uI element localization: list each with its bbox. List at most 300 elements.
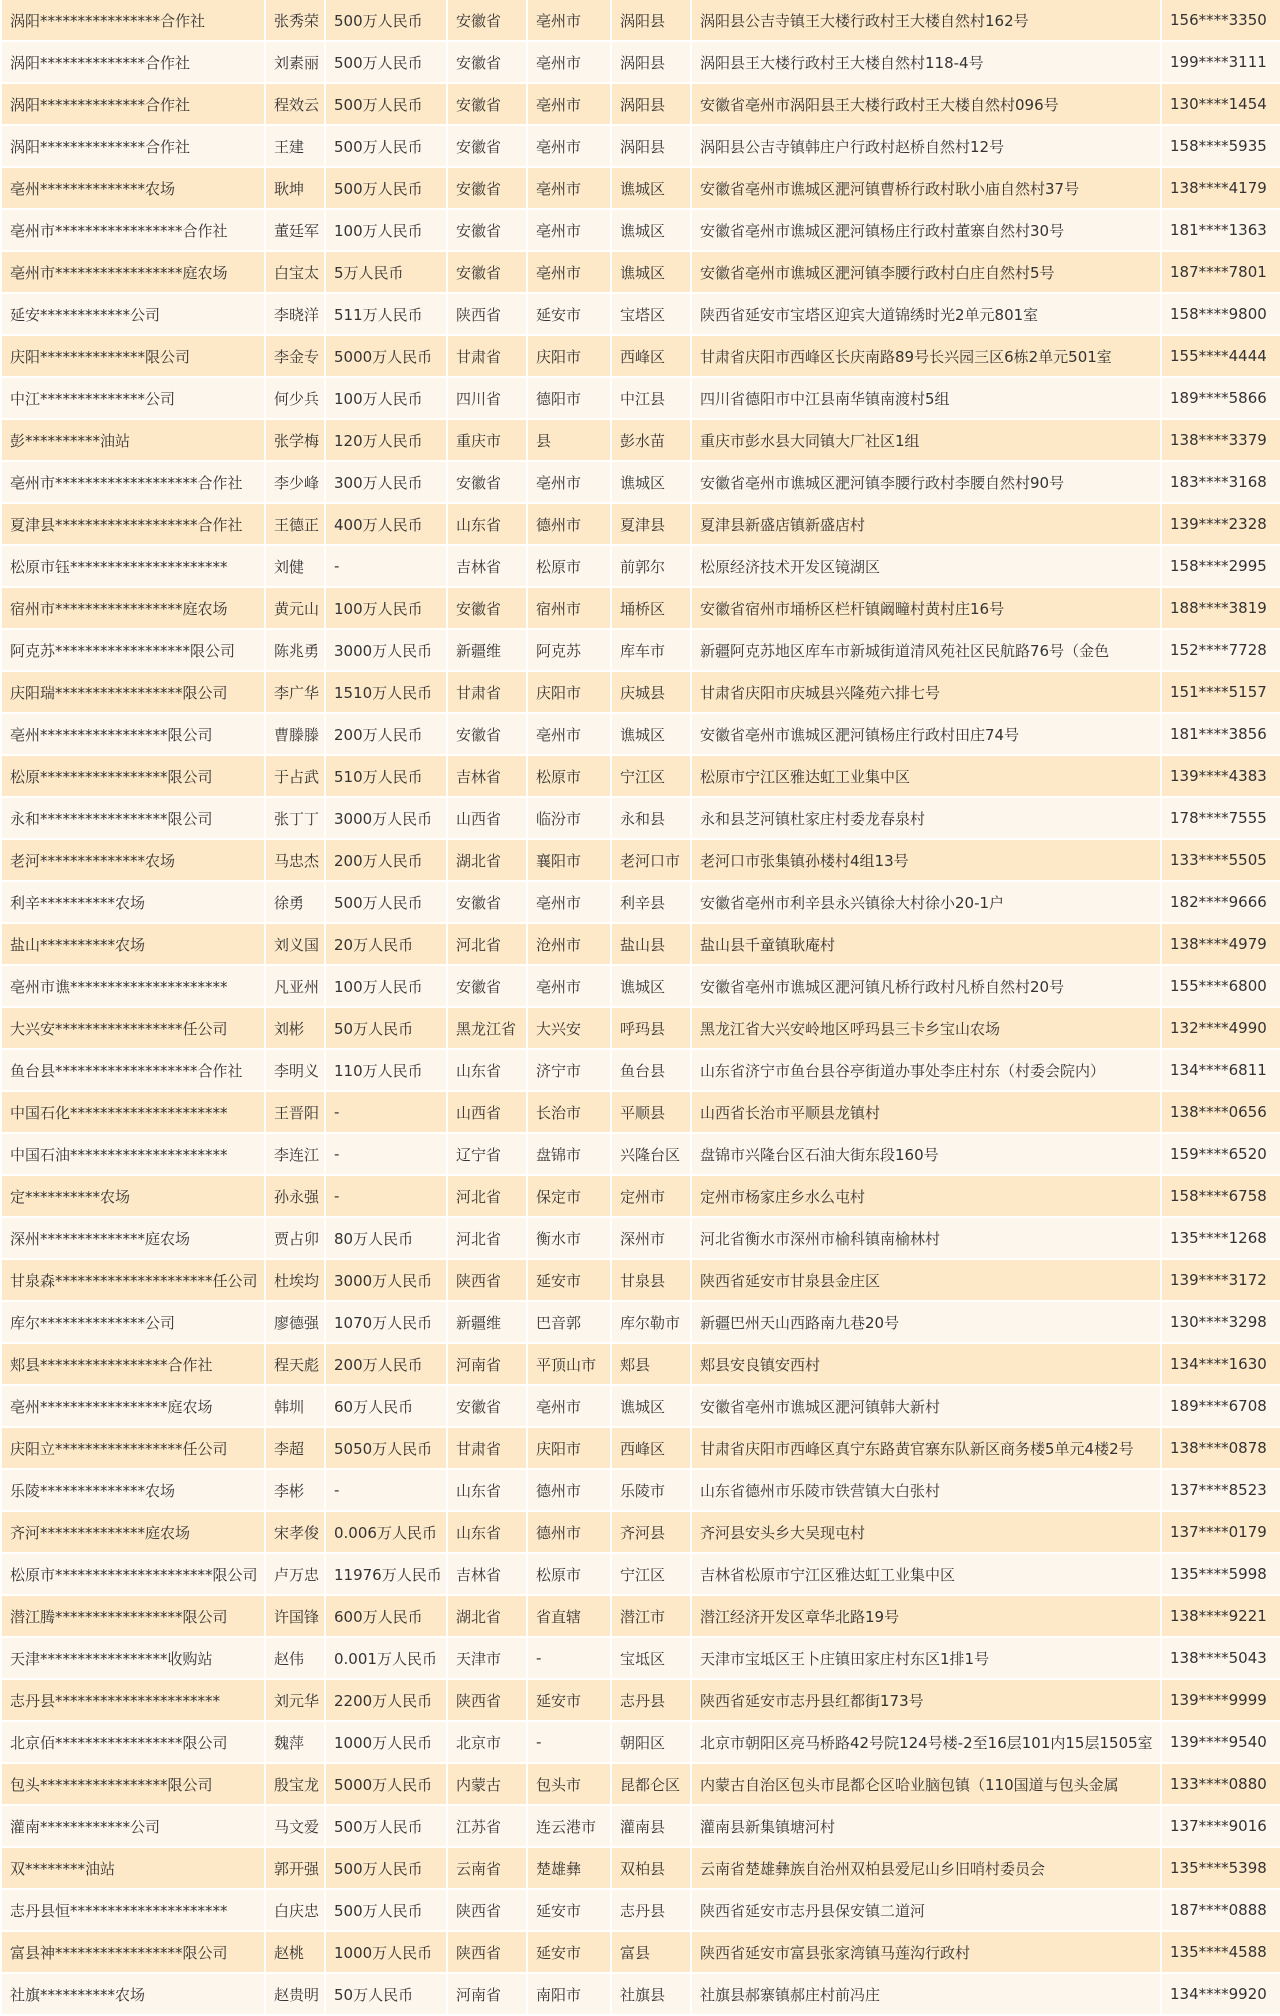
legal-rep-cell: 曹滕滕 <box>266 714 324 756</box>
phone-cell: 155****6800 <box>1162 966 1280 1008</box>
table-row <box>2 1554 1280 1596</box>
address-cell: 新疆巴州天山西路南九巷20号 <box>692 1302 1160 1344</box>
province-cell: 河北省 <box>448 1176 526 1218</box>
phone-cell: 135****4588 <box>1162 1932 1280 1974</box>
city-cell: 松原市 <box>528 1554 610 1596</box>
district-cell: 涡阳县 <box>612 126 690 168</box>
district-cell: 涡阳县 <box>612 42 690 84</box>
city-cell: 临汾市 <box>528 798 610 840</box>
city-cell: 亳州市 <box>528 966 610 1008</box>
company-name-cell: 永和*****************限公司 <box>2 798 264 840</box>
capital-cell: 400万人民币 <box>326 504 446 546</box>
company-name-cell: 双********油站 <box>2 1848 264 1890</box>
table-row <box>2 882 1280 924</box>
legal-rep-cell: 王德正 <box>266 504 324 546</box>
table-row <box>2 168 1280 210</box>
table-row <box>2 1260 1280 1302</box>
legal-rep-cell: 张丁丁 <box>266 798 324 840</box>
legal-rep-cell: 李广华 <box>266 672 324 714</box>
table-row <box>2 252 1280 294</box>
company-name-cell: 涡阳**************合作社 <box>2 84 264 126</box>
company-name-cell: 盐山**********农场 <box>2 924 264 966</box>
province-cell: 安徽省 <box>448 168 526 210</box>
city-cell: 亳州市 <box>528 210 610 252</box>
province-cell: 安徽省 <box>448 1386 526 1428</box>
address-cell: 四川省德阳市中江县南华镇南渡村5组 <box>692 378 1160 420</box>
capital-cell: - <box>326 1176 446 1218</box>
company-name-cell: 涡阳**************合作社 <box>2 126 264 168</box>
capital-cell: 5000万人民币 <box>326 336 446 378</box>
address-cell: 老河口市张集镇孙楼村4组13号 <box>692 840 1160 882</box>
address-cell: 松原经济技术开发区镜湖区 <box>692 546 1160 588</box>
phone-cell: 187****0888 <box>1162 1890 1280 1932</box>
district-cell: 双柏县 <box>612 1848 690 1890</box>
legal-rep-cell: 白宝太 <box>266 252 324 294</box>
company-name-cell: 阿克苏******************限公司 <box>2 630 264 672</box>
capital-cell: 3000万人民币 <box>326 630 446 672</box>
province-cell: 山东省 <box>448 1512 526 1554</box>
table-row <box>2 546 1280 588</box>
capital-cell: 200万人民币 <box>326 1344 446 1386</box>
phone-cell: 159****6520 <box>1162 1134 1280 1176</box>
legal-rep-cell: 赵桃 <box>266 1932 324 1974</box>
capital-cell: 100万人民币 <box>326 588 446 630</box>
address-cell: 新疆阿克苏地区库车市新城街道清风苑社区民航路76号（金色 <box>692 630 1160 672</box>
city-cell: 德州市 <box>528 1470 610 1512</box>
address-cell: 甘肃省庆阳市庆城县兴隆苑六排七号 <box>692 672 1160 714</box>
district-cell: 库尔勒市 <box>612 1302 690 1344</box>
address-cell: 河北省衡水市深州市榆科镇南榆林村 <box>692 1218 1160 1260</box>
city-cell: 亳州市 <box>528 882 610 924</box>
province-cell: 甘肃省 <box>448 336 526 378</box>
company-name-cell: 亳州市*****************庭农场 <box>2 252 264 294</box>
legal-rep-cell: 徐勇 <box>266 882 324 924</box>
province-cell: 河南省 <box>448 1974 526 2016</box>
company-name-cell: 延安************公司 <box>2 294 264 336</box>
table-row <box>2 1974 1280 2016</box>
district-cell: 谯城区 <box>612 168 690 210</box>
phone-cell: 135****5398 <box>1162 1848 1280 1890</box>
district-cell: 西峰区 <box>612 336 690 378</box>
table-row <box>2 462 1280 504</box>
phone-cell: 133****5505 <box>1162 840 1280 882</box>
province-cell: 湖北省 <box>448 840 526 882</box>
district-cell: 盐山县 <box>612 924 690 966</box>
table-row <box>2 588 1280 630</box>
company-name-cell: 中国石油********************* <box>2 1134 264 1176</box>
legal-rep-cell: 马忠杰 <box>266 840 324 882</box>
province-cell: 辽宁省 <box>448 1134 526 1176</box>
company-name-cell: 灌南************公司 <box>2 1806 264 1848</box>
capital-cell: 500万人民币 <box>326 1848 446 1890</box>
capital-cell: 80万人民币 <box>326 1218 446 1260</box>
province-cell: 山西省 <box>448 1092 526 1134</box>
capital-cell: 5000万人民币 <box>326 1764 446 1806</box>
province-cell: 安徽省 <box>448 210 526 252</box>
company-name-cell: 老河**************农场 <box>2 840 264 882</box>
district-cell: 谯城区 <box>612 1386 690 1428</box>
district-cell: 涡阳县 <box>612 84 690 126</box>
province-cell: 安徽省 <box>448 714 526 756</box>
phone-cell: 138****4179 <box>1162 168 1280 210</box>
table-row <box>2 672 1280 714</box>
company-name-cell: 深州**************庭农场 <box>2 1218 264 1260</box>
city-cell: 亳州市 <box>528 42 610 84</box>
phone-cell: 130****1454 <box>1162 84 1280 126</box>
province-cell: 黑龙江省 <box>448 1008 526 1050</box>
phone-cell: 188****3819 <box>1162 588 1280 630</box>
table-row <box>2 0 1280 42</box>
table-row <box>2 756 1280 798</box>
phone-cell: 138****0878 <box>1162 1428 1280 1470</box>
legal-rep-cell: 张学梅 <box>266 420 324 462</box>
table-row <box>2 840 1280 882</box>
city-cell: 巴音郭 <box>528 1302 610 1344</box>
city-cell: 亳州市 <box>528 252 610 294</box>
district-cell: 郏县 <box>612 1344 690 1386</box>
company-name-cell: 利辛**********农场 <box>2 882 264 924</box>
phone-cell: 139****2328 <box>1162 504 1280 546</box>
province-cell: 山西省 <box>448 798 526 840</box>
province-cell: 天津市 <box>448 1638 526 1680</box>
city-cell: 德阳市 <box>528 378 610 420</box>
phone-cell: 134****9920 <box>1162 1974 1280 2016</box>
city-cell: 襄阳市 <box>528 840 610 882</box>
company-name-cell: 彭**********油站 <box>2 420 264 462</box>
province-cell: 陕西省 <box>448 1680 526 1722</box>
legal-rep-cell: 卢万忠 <box>266 1554 324 1596</box>
company-name-cell: 郏县*****************合作社 <box>2 1344 264 1386</box>
table-row <box>2 1932 1280 1974</box>
address-cell: 安徽省亳州市谯城区淝河镇杨庄行政村田庄74号 <box>692 714 1160 756</box>
phone-cell: 151****5157 <box>1162 672 1280 714</box>
phone-cell: 158****9800 <box>1162 294 1280 336</box>
district-cell: 谯城区 <box>612 462 690 504</box>
district-cell: 西峰区 <box>612 1428 690 1470</box>
company-name-cell: 松原市钰********************* <box>2 546 264 588</box>
phone-cell: 134****6811 <box>1162 1050 1280 1092</box>
district-cell: 谯城区 <box>612 966 690 1008</box>
capital-cell: 510万人民币 <box>326 756 446 798</box>
district-cell: 前郭尔 <box>612 546 690 588</box>
district-cell: 谯城区 <box>612 252 690 294</box>
company-name-cell: 夏津县*******************合作社 <box>2 504 264 546</box>
city-cell: 亳州市 <box>528 1386 610 1428</box>
table-row <box>2 336 1280 378</box>
district-cell: 齐河县 <box>612 1512 690 1554</box>
district-cell: 宝塔区 <box>612 294 690 336</box>
company-name-cell: 北京佰*****************限公司 <box>2 1722 264 1764</box>
province-cell: 河北省 <box>448 1218 526 1260</box>
legal-rep-cell: 程天彪 <box>266 1344 324 1386</box>
company-name-cell: 志丹县********************** <box>2 1680 264 1722</box>
address-cell: 天津市宝坻区王卜庄镇田家庄村东区1排1号 <box>692 1638 1160 1680</box>
company-name-cell: 亳州*****************庭农场 <box>2 1386 264 1428</box>
address-cell: 安徽省亳州市谯城区淝河镇曹桥行政村耿小庙自然村37号 <box>692 168 1160 210</box>
province-cell: 四川省 <box>448 378 526 420</box>
table-row <box>2 1218 1280 1260</box>
city-cell: 亳州市 <box>528 462 610 504</box>
table-row <box>2 1806 1280 1848</box>
phone-cell: 183****3168 <box>1162 462 1280 504</box>
capital-cell: - <box>326 1092 446 1134</box>
legal-rep-cell: 殷宝龙 <box>266 1764 324 1806</box>
capital-cell: 2200万人民币 <box>326 1680 446 1722</box>
address-cell: 松原市宁江区雅达虹工业集中区 <box>692 756 1160 798</box>
phone-cell: 189****6708 <box>1162 1386 1280 1428</box>
city-cell: 长治市 <box>528 1092 610 1134</box>
address-cell: 重庆市彭水县大同镇大厂社区1组 <box>692 420 1160 462</box>
phone-cell: 135****5998 <box>1162 1554 1280 1596</box>
address-cell: 甘肃省庆阳市西峰区真宁东路黄官寨东队新区商务楼5单元4楼2号 <box>692 1428 1160 1470</box>
table-row <box>2 378 1280 420</box>
city-cell: 庆阳市 <box>528 1428 610 1470</box>
district-cell: 乐陵市 <box>612 1470 690 1512</box>
address-cell: 灌南县新集镇塘河村 <box>692 1806 1160 1848</box>
capital-cell: 5050万人民币 <box>326 1428 446 1470</box>
phone-cell: 156****3350 <box>1162 0 1280 42</box>
district-cell: 彭水苗 <box>612 420 690 462</box>
legal-rep-cell: 刘义国 <box>266 924 324 966</box>
phone-cell: 138****9221 <box>1162 1596 1280 1638</box>
company-name-cell: 定**********农场 <box>2 1176 264 1218</box>
district-cell: 涡阳县 <box>612 0 690 42</box>
address-cell: 永和县芝河镇杜家庄村委龙春泉村 <box>692 798 1160 840</box>
table-row <box>2 420 1280 462</box>
capital-cell: 500万人民币 <box>326 1806 446 1848</box>
address-cell: 北京市朝阳区亮马桥路42号院124号楼-2至16层101内15层1505室 <box>692 1722 1160 1764</box>
capital-cell: 120万人民币 <box>326 420 446 462</box>
city-cell: 平顶山市 <box>528 1344 610 1386</box>
capital-cell: 5万人民币 <box>326 252 446 294</box>
company-name-cell: 天津*****************收购站 <box>2 1638 264 1680</box>
address-cell: 夏津县新盛店镇新盛店村 <box>692 504 1160 546</box>
company-name-cell: 涡阳****************合作社 <box>2 0 264 42</box>
address-cell: 陕西省延安市宝塔区迎宾大道锦绣时光2单元801室 <box>692 294 1160 336</box>
city-cell: 松原市 <box>528 756 610 798</box>
legal-rep-cell: 孙永强 <box>266 1176 324 1218</box>
company-name-cell: 庆阳**************限公司 <box>2 336 264 378</box>
table-row <box>2 1470 1280 1512</box>
city-cell: 连云港市 <box>528 1806 610 1848</box>
province-cell: 湖北省 <box>448 1596 526 1638</box>
legal-rep-cell: 李金专 <box>266 336 324 378</box>
capital-cell: 500万人民币 <box>326 126 446 168</box>
city-cell: 延安市 <box>528 1680 610 1722</box>
legal-rep-cell: 黄元山 <box>266 588 324 630</box>
table-row <box>2 798 1280 840</box>
province-cell: 山东省 <box>448 504 526 546</box>
phone-cell: 181****1363 <box>1162 210 1280 252</box>
capital-cell: 3000万人民币 <box>326 1260 446 1302</box>
capital-cell: 11976万人民币 <box>326 1554 446 1596</box>
address-cell: 齐河县安头乡大吴现屯村 <box>692 1512 1160 1554</box>
table-row <box>2 1008 1280 1050</box>
province-cell: 吉林省 <box>448 1554 526 1596</box>
legal-rep-cell: 李晓洋 <box>266 294 324 336</box>
district-cell: 宝坻区 <box>612 1638 690 1680</box>
capital-cell: 1000万人民币 <box>326 1932 446 1974</box>
city-cell: 包头市 <box>528 1764 610 1806</box>
legal-rep-cell: 何少兵 <box>266 378 324 420</box>
table-row <box>2 1722 1280 1764</box>
company-name-cell: 亳州*****************限公司 <box>2 714 264 756</box>
district-cell: 中江县 <box>612 378 690 420</box>
capital-cell: 100万人民币 <box>326 378 446 420</box>
district-cell: 鱼台县 <box>612 1050 690 1092</box>
district-cell: 社旗县 <box>612 1974 690 2016</box>
table-row <box>2 1344 1280 1386</box>
phone-cell: 138****4979 <box>1162 924 1280 966</box>
address-cell: 涡阳县公吉寺镇王大楼行政村王大楼自然村162号 <box>692 0 1160 42</box>
table-row <box>2 210 1280 252</box>
legal-rep-cell: 魏萍 <box>266 1722 324 1764</box>
city-cell: 延安市 <box>528 1890 610 1932</box>
legal-rep-cell: 李连江 <box>266 1134 324 1176</box>
city-cell: 省直辖 <box>528 1596 610 1638</box>
phone-cell: 133****0880 <box>1162 1764 1280 1806</box>
district-cell: 志丹县 <box>612 1680 690 1722</box>
legal-rep-cell: 宋孝俊 <box>266 1512 324 1554</box>
district-cell: 宁江区 <box>612 756 690 798</box>
province-cell: 陕西省 <box>448 1890 526 1932</box>
company-name-cell: 大兴安*****************任公司 <box>2 1008 264 1050</box>
capital-cell: 500万人民币 <box>326 1890 446 1932</box>
address-cell: 云南省楚雄彝族自治州双柏县爱尼山乡旧哨村委员会 <box>692 1848 1160 1890</box>
province-cell: 内蒙古 <box>448 1764 526 1806</box>
legal-rep-cell: 廖德强 <box>266 1302 324 1344</box>
province-cell: 安徽省 <box>448 462 526 504</box>
legal-rep-cell: 于占武 <box>266 756 324 798</box>
district-cell: 永和县 <box>612 798 690 840</box>
phone-cell: 139****4383 <box>1162 756 1280 798</box>
district-cell: 库车市 <box>612 630 690 672</box>
company-name-cell: 志丹县恒********************* <box>2 1890 264 1932</box>
city-cell: 松原市 <box>528 546 610 588</box>
phone-cell: 152****7728 <box>1162 630 1280 672</box>
city-cell: 延安市 <box>528 294 610 336</box>
city-cell: 济宁市 <box>528 1050 610 1092</box>
legal-rep-cell: 李少峰 <box>266 462 324 504</box>
province-cell: 吉林省 <box>448 546 526 588</box>
province-cell: 陕西省 <box>448 1932 526 1974</box>
legal-rep-cell: 耿坤 <box>266 168 324 210</box>
company-name-cell: 松原市*********************限公司 <box>2 1554 264 1596</box>
province-cell: 河北省 <box>448 924 526 966</box>
district-cell: 老河口市 <box>612 840 690 882</box>
legal-rep-cell: 李彬 <box>266 1470 324 1512</box>
legal-rep-cell: 刘元华 <box>266 1680 324 1722</box>
table-row <box>2 630 1280 672</box>
address-cell: 黑龙江省大兴安岭地区呼玛县三卡乡宝山农场 <box>692 1008 1160 1050</box>
phone-cell: 158****6758 <box>1162 1176 1280 1218</box>
province-cell: 江苏省 <box>448 1806 526 1848</box>
table-row <box>2 504 1280 546</box>
phone-cell: 187****7801 <box>1162 252 1280 294</box>
city-cell: 延安市 <box>528 1260 610 1302</box>
address-cell: 安徽省亳州市谯城区淝河镇李腰行政村李腰自然村90号 <box>692 462 1160 504</box>
capital-cell: 20万人民币 <box>326 924 446 966</box>
address-cell: 内蒙古自治区包头市昆都仑区哈业脑包镇（110国道与包头金属 <box>692 1764 1160 1806</box>
legal-rep-cell: 陈兆勇 <box>266 630 324 672</box>
company-name-cell: 庆阳立*****************任公司 <box>2 1428 264 1470</box>
district-cell: 谯城区 <box>612 714 690 756</box>
legal-rep-cell: 刘健 <box>266 546 324 588</box>
table-row <box>2 1680 1280 1722</box>
phone-cell: 182****9666 <box>1162 882 1280 924</box>
address-cell: 吉林省松原市宁江区雅达虹工业集中区 <box>692 1554 1160 1596</box>
table-row <box>2 1386 1280 1428</box>
company-name-cell: 亳州**************农场 <box>2 168 264 210</box>
table-row <box>2 1302 1280 1344</box>
legal-rep-cell: 李明义 <box>266 1050 324 1092</box>
table-row <box>2 714 1280 756</box>
address-cell: 陕西省延安市志丹县红都街173号 <box>692 1680 1160 1722</box>
phone-cell: 132****4990 <box>1162 1008 1280 1050</box>
company-name-cell: 富县神*****************限公司 <box>2 1932 264 1974</box>
capital-cell: - <box>326 1470 446 1512</box>
district-cell: 兴隆台区 <box>612 1134 690 1176</box>
capital-cell: 50万人民币 <box>326 1008 446 1050</box>
legal-rep-cell: 马文爱 <box>266 1806 324 1848</box>
province-cell: 陕西省 <box>448 294 526 336</box>
city-cell: 保定市 <box>528 1176 610 1218</box>
district-cell: 昆都仑区 <box>612 1764 690 1806</box>
legal-rep-cell: 张秀荣 <box>266 0 324 42</box>
phone-cell: 134****1630 <box>1162 1344 1280 1386</box>
company-name-cell: 社旗**********农场 <box>2 1974 264 2016</box>
city-cell: - <box>528 1722 610 1764</box>
table-row <box>2 126 1280 168</box>
address-cell: 安徽省宿州市埇桥区栏杆镇阚疃村黄村庄16号 <box>692 588 1160 630</box>
address-cell: 郏县安良镇安西村 <box>692 1344 1160 1386</box>
legal-rep-cell: 凡亚州 <box>266 966 324 1008</box>
capital-cell: 60万人民币 <box>326 1386 446 1428</box>
district-cell: 庆城县 <box>612 672 690 714</box>
capital-cell: 100万人民币 <box>326 210 446 252</box>
address-cell: 山东省济宁市鱼台县谷亭街道办事处李庄村东（村委会院内） <box>692 1050 1160 1092</box>
phone-cell: 178****7555 <box>1162 798 1280 840</box>
province-cell: 安徽省 <box>448 882 526 924</box>
table-row <box>2 1890 1280 1932</box>
province-cell: 山东省 <box>448 1470 526 1512</box>
phone-cell: 158****5935 <box>1162 126 1280 168</box>
capital-cell: 500万人民币 <box>326 882 446 924</box>
district-cell: 甘泉县 <box>612 1260 690 1302</box>
city-cell: - <box>528 1638 610 1680</box>
company-name-cell: 中江**************公司 <box>2 378 264 420</box>
city-cell: 大兴安 <box>528 1008 610 1050</box>
company-name-cell: 鱼台县*******************合作社 <box>2 1050 264 1092</box>
province-cell: 甘肃省 <box>448 1428 526 1470</box>
table-row <box>2 924 1280 966</box>
capital-cell: 200万人民币 <box>326 840 446 882</box>
address-cell: 盘锦市兴隆台区石油大街东段160号 <box>692 1134 1160 1176</box>
address-cell: 潜江经济开发区章华北路19号 <box>692 1596 1160 1638</box>
province-cell: 安徽省 <box>448 126 526 168</box>
table-row <box>2 1764 1280 1806</box>
province-cell: 陕西省 <box>448 1260 526 1302</box>
legal-rep-cell: 赵贵明 <box>266 1974 324 2016</box>
phone-cell: 138****5043 <box>1162 1638 1280 1680</box>
province-cell: 安徽省 <box>448 252 526 294</box>
district-cell: 富县 <box>612 1932 690 1974</box>
capital-cell: 100万人民币 <box>326 966 446 1008</box>
city-cell: 德州市 <box>528 504 610 546</box>
capital-cell: 500万人民币 <box>326 84 446 126</box>
legal-rep-cell: 白庆忠 <box>266 1890 324 1932</box>
city-cell: 庆阳市 <box>528 672 610 714</box>
